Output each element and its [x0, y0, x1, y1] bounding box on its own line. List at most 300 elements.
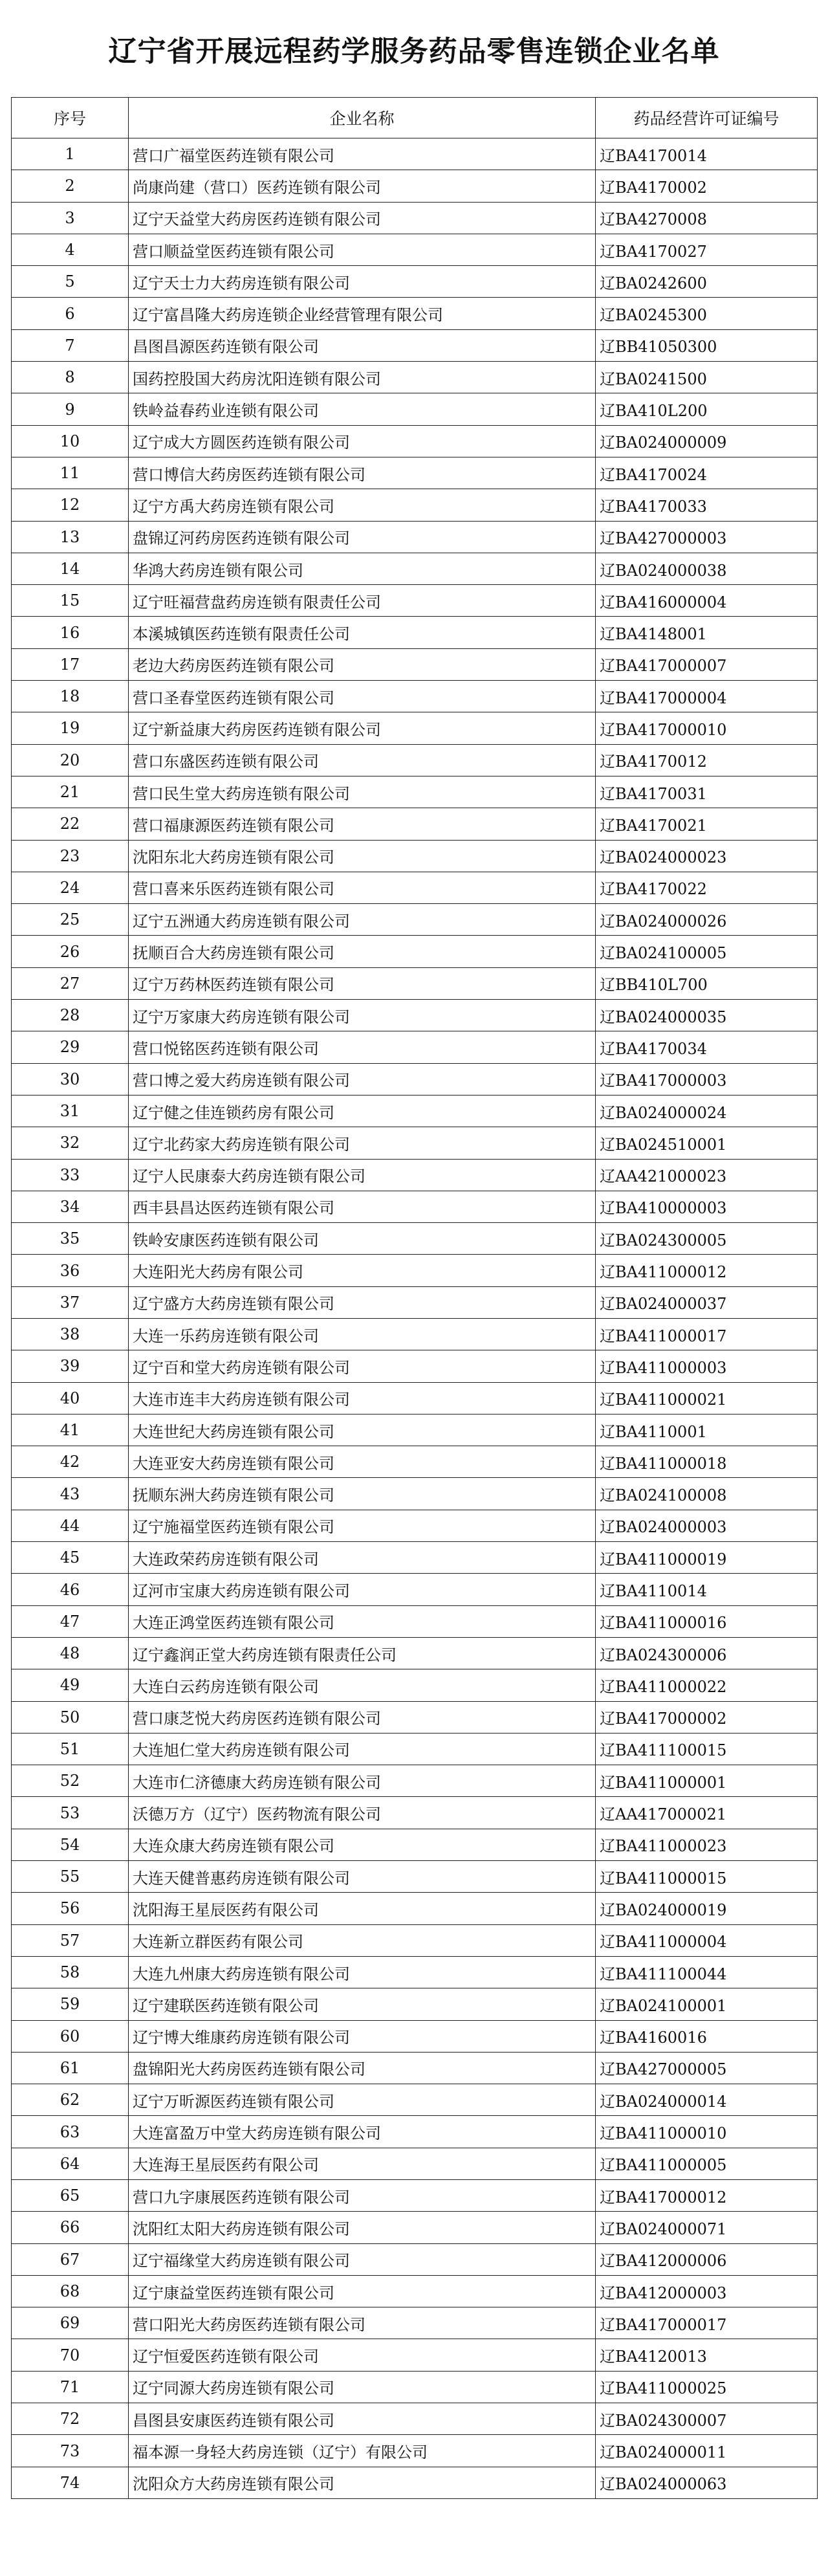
cell-license-number: 辽BA4170031 — [596, 776, 818, 808]
cell-enterprise-name: 大连亚安大药房连锁有限公司 — [129, 1446, 596, 1478]
cell-license-number: 辽BA024000038 — [596, 553, 818, 584]
cell-seq: 4 — [12, 234, 129, 265]
cell-license-number: 辽BA0241500 — [596, 362, 818, 393]
table-row — [12, 1159, 818, 1191]
cell-enterprise-name: 辽宁鑫润正堂大药房连锁有限责任公司 — [129, 1637, 596, 1669]
table-row — [12, 1382, 818, 1414]
table-row — [12, 936, 818, 967]
cell-seq: 44 — [12, 1510, 129, 1541]
table-row — [12, 393, 818, 425]
cell-license-number: 辽BA411000016 — [596, 1605, 818, 1637]
cell-seq: 25 — [12, 904, 129, 936]
cell-enterprise-name: 辽宁人民康泰大药房连锁有限公司 — [129, 1159, 596, 1191]
table-row — [12, 2148, 818, 2179]
cell-license-number: 辽BA024000009 — [596, 425, 818, 457]
cell-enterprise-name: 营口博之爱大药房连锁有限公司 — [129, 1063, 596, 1095]
cell-seq: 72 — [12, 2403, 129, 2435]
cell-license-number: 辽BA024000011 — [596, 2435, 818, 2467]
cell-enterprise-name: 盘锦阳光大药房医药连锁有限公司 — [129, 2052, 596, 2084]
cell-seq: 28 — [12, 1000, 129, 1031]
cell-enterprise-name: 营口圣春堂医药连锁有限公司 — [129, 681, 596, 712]
cell-enterprise-name: 西丰县昌达医药连锁有限公司 — [129, 1191, 596, 1222]
cell-license-number: 辽BA411000017 — [596, 1318, 818, 1350]
table-row — [12, 521, 818, 553]
table-row — [12, 457, 818, 489]
cell-license-number: 辽BA024000023 — [596, 840, 818, 872]
cell-enterprise-name: 大连正鸿堂医药连锁有限公司 — [129, 1605, 596, 1637]
table-row — [12, 840, 818, 872]
table-row — [12, 1669, 818, 1701]
cell-enterprise-name: 大连新立群医药有限公司 — [129, 1924, 596, 1956]
cell-enterprise-name: 大连旭仁堂大药房连锁有限公司 — [129, 1733, 596, 1765]
table-row — [12, 648, 818, 680]
cell-seq: 17 — [12, 648, 129, 680]
cell-seq: 16 — [12, 617, 129, 648]
table-row — [12, 1797, 818, 1829]
cell-enterprise-name: 大连白云药房连锁有限公司 — [129, 1669, 596, 1701]
cell-enterprise-name: 大连海王星辰医药有限公司 — [129, 2148, 596, 2179]
cell-enterprise-name: 大连富盈万中堂大药房连锁有限公司 — [129, 2116, 596, 2148]
cell-license-number: 辽BA411100044 — [596, 1956, 818, 1988]
cell-seq: 67 — [12, 2243, 129, 2275]
cell-enterprise-name: 尚康尚建（营口）医药连锁有限公司 — [129, 170, 596, 202]
cell-seq: 69 — [12, 2307, 129, 2339]
table-row — [12, 1701, 818, 1733]
cell-enterprise-name: 沈阳众方大药房连锁有限公司 — [129, 2467, 596, 2498]
cell-seq: 65 — [12, 2180, 129, 2212]
cell-enterprise-name: 大连市仁济德康大药房连锁有限公司 — [129, 1765, 596, 1797]
cell-license-number: 辽BA412000003 — [596, 2275, 818, 2307]
table-row — [12, 2371, 818, 2403]
cell-seq: 42 — [12, 1446, 129, 1478]
table-row — [12, 712, 818, 744]
cell-license-number: 辽BA024000014 — [596, 2084, 818, 2116]
cell-seq: 51 — [12, 1733, 129, 1765]
cell-seq: 29 — [12, 1031, 129, 1063]
cell-enterprise-name: 铁岭益春药业连锁有限公司 — [129, 393, 596, 425]
cell-enterprise-name: 昌图昌源医药连锁有限公司 — [129, 329, 596, 361]
cell-enterprise-name: 辽宁旺福营盘药房连锁有限责任公司 — [129, 585, 596, 617]
table-row — [12, 1350, 818, 1382]
cell-seq: 74 — [12, 2467, 129, 2498]
cell-seq: 10 — [12, 425, 129, 457]
cell-seq: 54 — [12, 1829, 129, 1860]
cell-seq: 23 — [12, 840, 129, 872]
table-row — [12, 1031, 818, 1063]
cell-seq: 71 — [12, 2371, 129, 2403]
table-row — [12, 967, 818, 999]
table-row — [12, 1478, 818, 1510]
cell-enterprise-name: 沃德万方（辽宁）医药物流有限公司 — [129, 1797, 596, 1829]
cell-license-number: 辽BB410L700 — [596, 967, 818, 999]
cell-license-number: 辽BA024000063 — [596, 2467, 818, 2498]
cell-license-number: 辽BA4170034 — [596, 1031, 818, 1063]
cell-seq: 5 — [12, 266, 129, 298]
cell-seq: 56 — [12, 1893, 129, 1924]
cell-enterprise-name: 营口福康源医药连锁有限公司 — [129, 808, 596, 840]
cell-license-number: 辽BA024100005 — [596, 936, 818, 967]
cell-enterprise-name: 辽宁万家康大药房连锁有限公司 — [129, 1000, 596, 1031]
cell-seq: 7 — [12, 329, 129, 361]
cell-license-number: 辽BA4170027 — [596, 234, 818, 265]
cell-license-number: 辽BA4170024 — [596, 457, 818, 489]
table-row — [12, 1956, 818, 1988]
cell-enterprise-name: 辽宁康益堂医药连锁有限公司 — [129, 2275, 596, 2307]
cell-license-number: 辽BA410000003 — [596, 1191, 818, 1222]
table-row — [12, 808, 818, 840]
cell-seq: 9 — [12, 393, 129, 425]
table-row — [12, 1127, 818, 1159]
cell-license-number: 辽BA411000001 — [596, 1765, 818, 1797]
cell-enterprise-name: 盘锦辽河药房医药连锁有限公司 — [129, 521, 596, 553]
table-row — [12, 1223, 818, 1255]
cell-license-number: 辽BB41050300 — [596, 329, 818, 361]
cell-seq: 22 — [12, 808, 129, 840]
cell-license-number: 辽BA024510001 — [596, 1127, 818, 1159]
table-row — [12, 1829, 818, 1860]
table-row — [12, 1318, 818, 1350]
cell-seq: 58 — [12, 1956, 129, 1988]
cell-enterprise-name: 营口博信大药房医药连锁有限公司 — [129, 457, 596, 489]
cell-license-number: 辽BA411000022 — [596, 1669, 818, 1701]
cell-license-number: 辽BA4170014 — [596, 138, 818, 170]
cell-enterprise-name: 营口广福堂医药连锁有限公司 — [129, 138, 596, 170]
cell-license-number: 辽BA410L200 — [596, 393, 818, 425]
table-row — [12, 1446, 818, 1478]
cell-enterprise-name: 铁岭安康医药连锁有限公司 — [129, 1223, 596, 1255]
table-row — [12, 1924, 818, 1956]
cell-license-number: 辽BA411000021 — [596, 1382, 818, 1414]
cell-enterprise-name: 国药控股国大药房沈阳连锁有限公司 — [129, 362, 596, 393]
cell-enterprise-name: 大连九州康大药房连锁有限公司 — [129, 1956, 596, 1988]
cell-seq: 45 — [12, 1542, 129, 1574]
cell-seq: 13 — [12, 521, 129, 553]
cell-seq: 73 — [12, 2435, 129, 2467]
cell-enterprise-name: 营口喜来乐医药连锁有限公司 — [129, 872, 596, 903]
cell-enterprise-name: 大连阳光大药房有限公司 — [129, 1255, 596, 1286]
cell-license-number: 辽BA411000004 — [596, 1924, 818, 1956]
cell-seq: 61 — [12, 2052, 129, 2084]
page-title: 辽宁省开展远程药学服务药品零售连锁企业名单 — [108, 35, 720, 68]
enterprise-table — [11, 97, 818, 2499]
cell-seq: 52 — [12, 1765, 129, 1797]
cell-license-number: 辽AA421000023 — [596, 1159, 818, 1191]
table-row — [12, 1255, 818, 1286]
cell-license-number: 辽BA4160016 — [596, 2020, 818, 2052]
cell-license-number: 辽BA024000071 — [596, 2212, 818, 2243]
table-row — [12, 1510, 818, 1541]
cell-seq: 26 — [12, 936, 129, 967]
cell-seq: 30 — [12, 1063, 129, 1095]
cell-license-number: 辽BA024300007 — [596, 2403, 818, 2435]
cell-license-number: 辽BA024000024 — [596, 1095, 818, 1127]
cell-license-number: 辽BA024000003 — [596, 1510, 818, 1541]
table-row — [12, 553, 818, 584]
table-row — [12, 2339, 818, 2371]
cell-license-number: 辽BA4170021 — [596, 808, 818, 840]
cell-enterprise-name: 沈阳海王星辰医药有限公司 — [129, 1893, 596, 1924]
table-row — [12, 1605, 818, 1637]
cell-enterprise-name: 辽宁建联医药连锁有限公司 — [129, 1988, 596, 2020]
table-row — [12, 1095, 818, 1127]
cell-seq: 1 — [12, 138, 129, 170]
table-row — [12, 2116, 818, 2148]
cell-license-number: 辽BA411000005 — [596, 2148, 818, 2179]
cell-enterprise-name: 营口东盛医药连锁有限公司 — [129, 744, 596, 776]
cell-seq: 12 — [12, 489, 129, 521]
table-row — [12, 2275, 818, 2307]
cell-enterprise-name: 辽宁万昕源医药连锁有限公司 — [129, 2084, 596, 2116]
table-row — [12, 489, 818, 521]
cell-seq: 60 — [12, 2020, 129, 2052]
cell-seq: 68 — [12, 2275, 129, 2307]
table-row — [12, 744, 818, 776]
cell-enterprise-name: 抚顺东洲大药房连锁有限公司 — [129, 1478, 596, 1510]
table-row — [12, 1893, 818, 1924]
cell-enterprise-name: 辽宁北药家大药房连锁有限公司 — [129, 1127, 596, 1159]
cell-seq: 8 — [12, 362, 129, 393]
table-row — [12, 2243, 818, 2275]
cell-seq: 59 — [12, 1988, 129, 2020]
table-row — [12, 2180, 818, 2212]
cell-license-number: 辽BA411000012 — [596, 1255, 818, 1286]
cell-seq: 33 — [12, 1159, 129, 1191]
cell-enterprise-name: 辽宁天士力大药房连锁有限公司 — [129, 266, 596, 298]
cell-enterprise-name: 沈阳红太阳大药房连锁有限公司 — [129, 2212, 596, 2243]
cell-license-number: 辽BA417000010 — [596, 712, 818, 744]
cell-license-number: 辽BA411000023 — [596, 1829, 818, 1860]
cell-enterprise-name: 福本源一身轻大药房连锁（辽宁）有限公司 — [129, 2435, 596, 2467]
table-row — [12, 1000, 818, 1031]
table-header-row — [12, 98, 818, 138]
cell-enterprise-name: 辽宁方禹大药房连锁有限公司 — [129, 489, 596, 521]
cell-seq: 21 — [12, 776, 129, 808]
cell-enterprise-name: 辽宁富昌隆大药房连锁企业经营管理有限公司 — [129, 298, 596, 329]
cell-seq: 20 — [12, 744, 129, 776]
cell-enterprise-name: 营口康芝悦大药房医药连锁有限公司 — [129, 1701, 596, 1733]
cell-seq: 6 — [12, 298, 129, 329]
cell-license-number: 辽BA417000007 — [596, 648, 818, 680]
cell-license-number: 辽BA411000003 — [596, 1350, 818, 1382]
cell-license-number: 辽BA412000006 — [596, 2243, 818, 2275]
cell-enterprise-name: 辽宁万药林医药连锁有限公司 — [129, 967, 596, 999]
cell-seq: 70 — [12, 2339, 129, 2371]
cell-seq: 2 — [12, 170, 129, 202]
cell-license-number: 辽BA0242600 — [596, 266, 818, 298]
table-row — [12, 681, 818, 712]
cell-enterprise-name: 营口九字康展医药连锁有限公司 — [129, 2180, 596, 2212]
cell-license-number: 辽BA024100008 — [596, 1478, 818, 1510]
cell-enterprise-name: 辽宁天益堂大药房医药连锁有限公司 — [129, 202, 596, 234]
table-row — [12, 2212, 818, 2243]
table-row — [12, 329, 818, 361]
table-row — [12, 872, 818, 903]
cell-seq: 14 — [12, 553, 129, 584]
cell-license-number: 辽BA024000037 — [596, 1286, 818, 1318]
cell-seq: 48 — [12, 1637, 129, 1669]
cell-enterprise-name: 大连一乐药房连锁有限公司 — [129, 1318, 596, 1350]
cell-enterprise-name: 大连天健普惠药房连锁有限公司 — [129, 1861, 596, 1893]
cell-enterprise-name: 大连政荣药房连锁有限公司 — [129, 1542, 596, 1574]
cell-license-number: 辽BA024100001 — [596, 1988, 818, 2020]
cell-license-number: 辽BA024000019 — [596, 1893, 818, 1924]
table-row — [12, 138, 818, 170]
cell-seq: 53 — [12, 1797, 129, 1829]
cell-seq: 32 — [12, 1127, 129, 1159]
cell-seq: 11 — [12, 457, 129, 489]
cell-license-number: 辽BA4170033 — [596, 489, 818, 521]
table-row — [12, 617, 818, 648]
cell-license-number: 辽BA4270008 — [596, 202, 818, 234]
cell-license-number: 辽BA4120013 — [596, 2339, 818, 2371]
cell-seq: 62 — [12, 2084, 129, 2116]
cell-seq: 49 — [12, 1669, 129, 1701]
cell-license-number: 辽BA417000004 — [596, 681, 818, 712]
table-row — [12, 1861, 818, 1893]
cell-seq: 24 — [12, 872, 129, 903]
table-row — [12, 1063, 818, 1095]
cell-seq: 50 — [12, 1701, 129, 1733]
table-row — [12, 1988, 818, 2020]
table-row — [12, 776, 818, 808]
table-row — [12, 2084, 818, 2116]
cell-seq: 27 — [12, 967, 129, 999]
cell-seq: 15 — [12, 585, 129, 617]
cell-license-number: 辽BA4170012 — [596, 744, 818, 776]
cell-enterprise-name: 辽宁同源大药房连锁有限公司 — [129, 2371, 596, 2403]
header-license: 药品经营许可证编号 — [596, 98, 818, 138]
table-row — [12, 425, 818, 457]
table-row — [12, 1414, 818, 1446]
table-row — [12, 1191, 818, 1222]
cell-enterprise-name: 营口阳光大药房医药连锁有限公司 — [129, 2307, 596, 2339]
table-row — [12, 585, 818, 617]
cell-seq: 3 — [12, 202, 129, 234]
table-row — [12, 298, 818, 329]
cell-seq: 31 — [12, 1095, 129, 1127]
cell-license-number: 辽BA417000012 — [596, 2180, 818, 2212]
cell-license-number: 辽BA411000018 — [596, 1446, 818, 1478]
cell-license-number: 辽BA024300005 — [596, 1223, 818, 1255]
cell-enterprise-name: 辽宁成大方圆医药连锁有限公司 — [129, 425, 596, 457]
cell-enterprise-name: 营口悦铭医药连锁有限公司 — [129, 1031, 596, 1063]
table-body — [12, 138, 818, 2499]
table-row — [12, 1286, 818, 1318]
cell-seq: 35 — [12, 1223, 129, 1255]
header-name: 企业名称 — [129, 98, 596, 138]
cell-enterprise-name: 辽宁盛方大药房连锁有限公司 — [129, 1286, 596, 1318]
cell-seq: 37 — [12, 1286, 129, 1318]
cell-enterprise-name: 营口民生堂大药房连锁有限公司 — [129, 776, 596, 808]
cell-seq: 18 — [12, 681, 129, 712]
table-row — [12, 2052, 818, 2084]
table-row — [12, 1765, 818, 1797]
cell-license-number: 辽BA4110001 — [596, 1414, 818, 1446]
cell-enterprise-name: 辽宁健之佳连锁药房有限公司 — [129, 1095, 596, 1127]
cell-license-number: 辽BA024300006 — [596, 1637, 818, 1669]
table-row — [12, 2403, 818, 2435]
cell-enterprise-name: 大连世纪大药房连锁有限公司 — [129, 1414, 596, 1446]
cell-license-number: 辽BA411000019 — [596, 1542, 818, 1574]
cell-license-number: 辽BA411100015 — [596, 1733, 818, 1765]
cell-enterprise-name: 沈阳东北大药房连锁有限公司 — [129, 840, 596, 872]
cell-seq: 41 — [12, 1414, 129, 1446]
cell-seq: 66 — [12, 2212, 129, 2243]
table-row — [12, 170, 818, 202]
cell-license-number: 辽BA4170022 — [596, 872, 818, 903]
cell-enterprise-name: 大连众康大药房连锁有限公司 — [129, 1829, 596, 1860]
cell-seq: 43 — [12, 1478, 129, 1510]
cell-license-number: 辽BA417000003 — [596, 1063, 818, 1095]
cell-seq: 46 — [12, 1574, 129, 1605]
cell-enterprise-name: 辽宁百和堂大药房连锁有限公司 — [129, 1350, 596, 1382]
cell-enterprise-name: 辽河市宝康大药房连锁有限公司 — [129, 1574, 596, 1605]
cell-seq: 40 — [12, 1382, 129, 1414]
cell-license-number: 辽BA024000035 — [596, 1000, 818, 1031]
cell-license-number: 辽BA4110014 — [596, 1574, 818, 1605]
cell-enterprise-name: 本溪城镇医药连锁有限责任公司 — [129, 617, 596, 648]
table-row — [12, 2307, 818, 2339]
cell-enterprise-name: 老边大药房医药连锁有限公司 — [129, 648, 596, 680]
cell-enterprise-name: 辽宁恒爱医药连锁有限公司 — [129, 2339, 596, 2371]
table-row — [12, 1574, 818, 1605]
table-row — [12, 266, 818, 298]
cell-enterprise-name: 辽宁福缘堂大药房连锁有限公司 — [129, 2243, 596, 2275]
cell-seq: 55 — [12, 1861, 129, 1893]
cell-license-number: 辽BA427000003 — [596, 521, 818, 553]
cell-seq: 34 — [12, 1191, 129, 1222]
cell-seq: 63 — [12, 2116, 129, 2148]
cell-license-number: 辽BA411000025 — [596, 2371, 818, 2403]
cell-seq: 47 — [12, 1605, 129, 1637]
cell-enterprise-name: 辽宁博大维康药房连锁有限公司 — [129, 2020, 596, 2052]
table-row — [12, 362, 818, 393]
table-row — [12, 2467, 818, 2498]
cell-seq: 39 — [12, 1350, 129, 1382]
cell-enterprise-name: 华鸿大药房连锁有限公司 — [129, 553, 596, 584]
cell-enterprise-name: 昌图县安康医药连锁有限公司 — [129, 2403, 596, 2435]
table-row — [12, 234, 818, 265]
table-row — [12, 904, 818, 936]
table-row — [12, 2435, 818, 2467]
cell-seq: 38 — [12, 1318, 129, 1350]
cell-license-number: 辽BA416000004 — [596, 585, 818, 617]
cell-enterprise-name: 大连市连丰大药房连锁有限公司 — [129, 1382, 596, 1414]
header-seq: 序号 — [12, 98, 129, 138]
table-row — [12, 1637, 818, 1669]
table-row — [12, 2020, 818, 2052]
cell-seq: 57 — [12, 1924, 129, 1956]
cell-seq: 36 — [12, 1255, 129, 1286]
cell-enterprise-name: 营口顺益堂医药连锁有限公司 — [129, 234, 596, 265]
table-row — [12, 1733, 818, 1765]
cell-enterprise-name: 抚顺百合大药房连锁有限公司 — [129, 936, 596, 967]
cell-license-number: 辽BA417000002 — [596, 1701, 818, 1733]
table-row — [12, 202, 818, 234]
cell-enterprise-name: 辽宁五洲通大药房连锁有限公司 — [129, 904, 596, 936]
cell-seq: 19 — [12, 712, 129, 744]
cell-license-number: 辽BA4170002 — [596, 170, 818, 202]
cell-license-number: 辽BA0245300 — [596, 298, 818, 329]
cell-license-number: 辽BA411000010 — [596, 2116, 818, 2148]
cell-license-number: 辽BA417000017 — [596, 2307, 818, 2339]
cell-enterprise-name: 辽宁新益康大药房医药连锁有限公司 — [129, 712, 596, 744]
table-row — [12, 1542, 818, 1574]
cell-license-number: 辽AA417000021 — [596, 1797, 818, 1829]
cell-enterprise-name: 辽宁施福堂医药连锁有限公司 — [129, 1510, 596, 1541]
cell-license-number: 辽BA411000015 — [596, 1861, 818, 1893]
cell-seq: 64 — [12, 2148, 129, 2179]
